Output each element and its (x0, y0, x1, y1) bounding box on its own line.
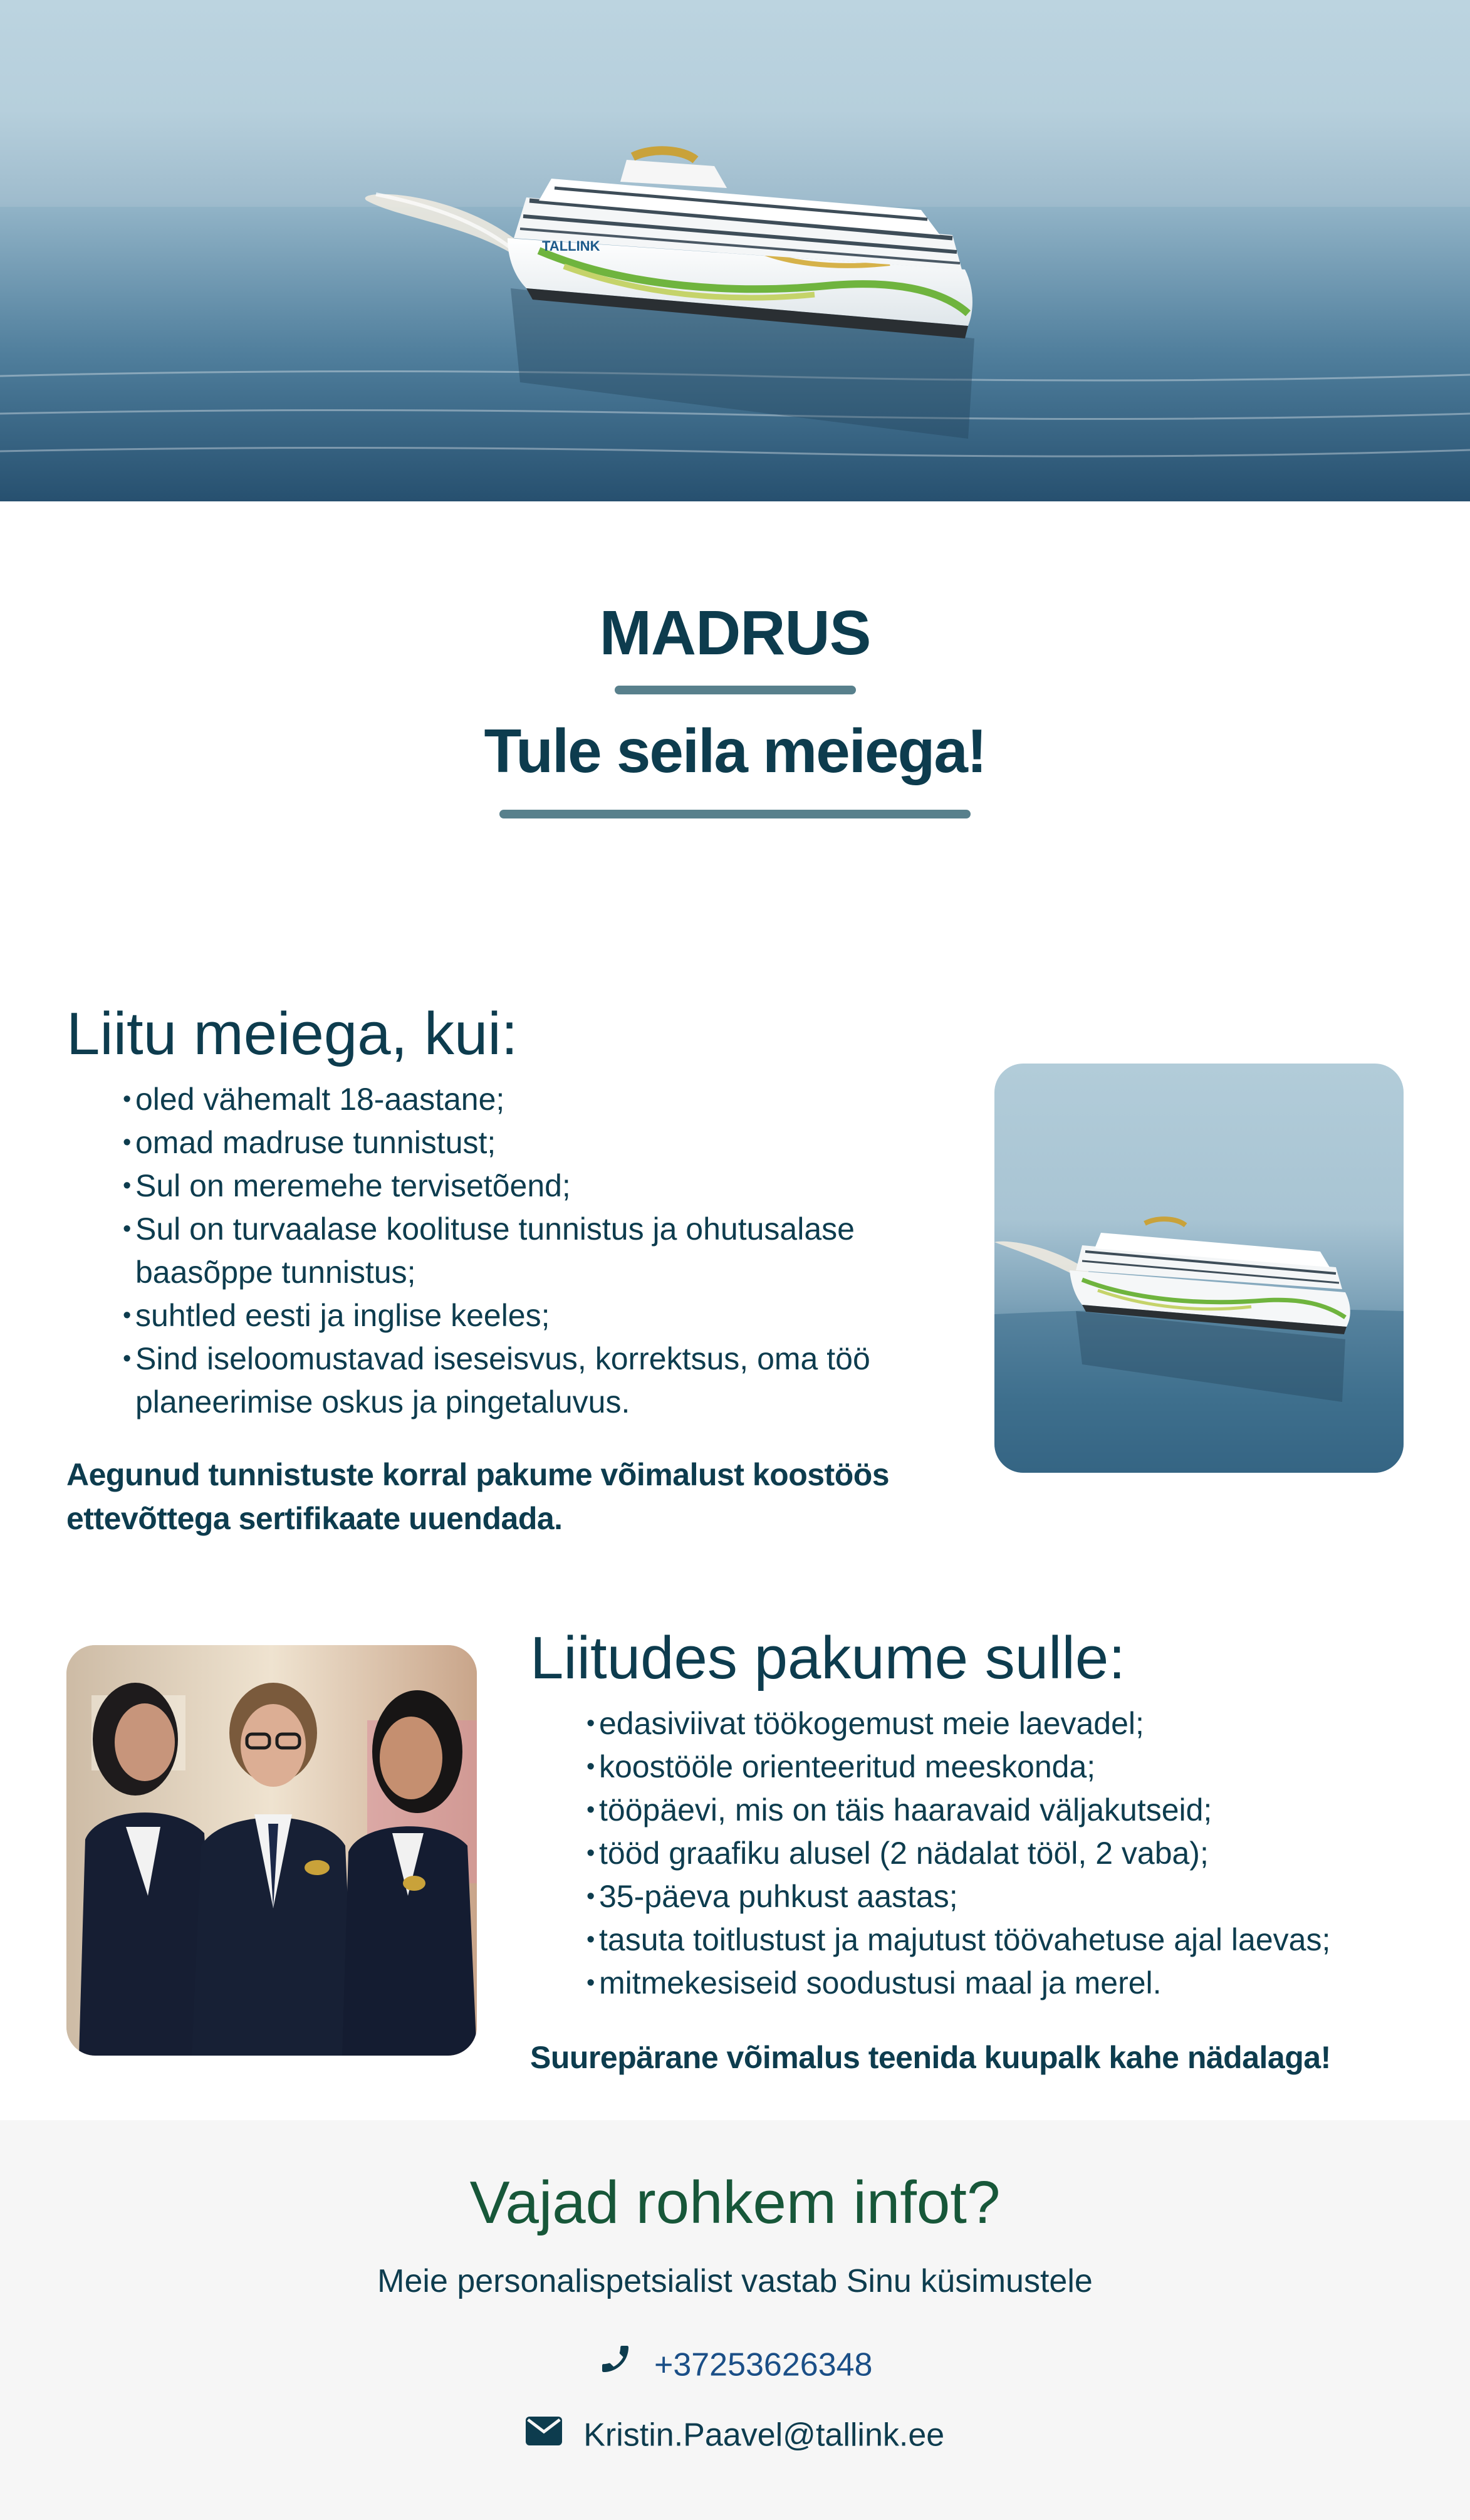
list-item: • koostööle orienteeritud meeskonda; (586, 1745, 1420, 1789)
list-item: • tööd graafiku alusel (2 nädalat tööl, 2 vaba); (586, 1832, 1420, 1875)
svg-text:TALLINK: TALLINK (542, 238, 600, 254)
list-item: • edasiviivat töökogemust meie laevadel; (586, 1702, 1420, 1745)
title-block (0, 595, 1470, 818)
envelope-icon (526, 2413, 562, 2457)
list-item: • suhtled eesti ja inglise keeles; (123, 1294, 931, 1337)
phone-icon (598, 2341, 633, 2388)
list-item: • Sul on turvaalase koolituse tunnistus ja ohutusalase baasõppe tunnistus; (123, 1208, 931, 1294)
job-title: MADRUS (599, 598, 871, 668)
certificate-note: Aegunud tunnistuste korral pakume võimalust koostöös ettevõttega sertifikaate uuendada. (66, 1457, 890, 1536)
requirements-list (123, 1078, 931, 1424)
list-item: • 35-päeva puhkust aastas; (586, 1875, 1420, 1918)
phone-row (0, 2341, 1470, 2388)
title-divider (615, 686, 856, 694)
email-link[interactable]: Kristin.Paavel@tallink.ee (583, 2417, 945, 2454)
phone-link[interactable]: +37253626348 (654, 2346, 873, 2383)
list-item: • tasuta toitlustust ja majutust töövahetuse ajal laevas; (586, 1918, 1420, 1962)
list-item: • Sind iseloomustavad iseseisvus, korrektsus, oma töö planeerimise oskus ja pingetaluvus. (123, 1337, 931, 1424)
list-item: • mitmekesiseid soodustusi maal ja merel. (586, 1962, 1420, 2005)
hero-ship-image (0, 0, 1470, 501)
list-item: • omad madruse tunnistust; (123, 1121, 931, 1164)
list-item: • Sul on meremehe tervisetõend; (123, 1164, 931, 1208)
contact-subtitle: Meie personalispetsialist vastab Sinu küsimustele (377, 2263, 1093, 2299)
list-item: • oled vähemalt 18-aastane; (123, 1078, 931, 1121)
contact-footer (0, 2120, 1470, 2520)
list-item: • tööpäevi, mis on täis haaravaid väljakutseid; (586, 1789, 1420, 1832)
ship-photo (994, 1064, 1404, 1473)
contact-heading: Vajad rohkem infot? (469, 2169, 1001, 2236)
tagline: Tule seila meiega! (484, 716, 986, 785)
email-row (0, 2411, 1470, 2457)
benefits-heading: Liitudes pakume sulle: (530, 1624, 1125, 1691)
salary-note: Suurepärane võimalus teenida kuupalk kahe nädalaga! (530, 2040, 1331, 2075)
crew-photo (66, 1645, 477, 2056)
requirements-heading: Liitu meiega, kui: (66, 1000, 518, 1067)
tagline-divider (499, 810, 971, 818)
benefits-list (586, 1702, 1420, 2005)
